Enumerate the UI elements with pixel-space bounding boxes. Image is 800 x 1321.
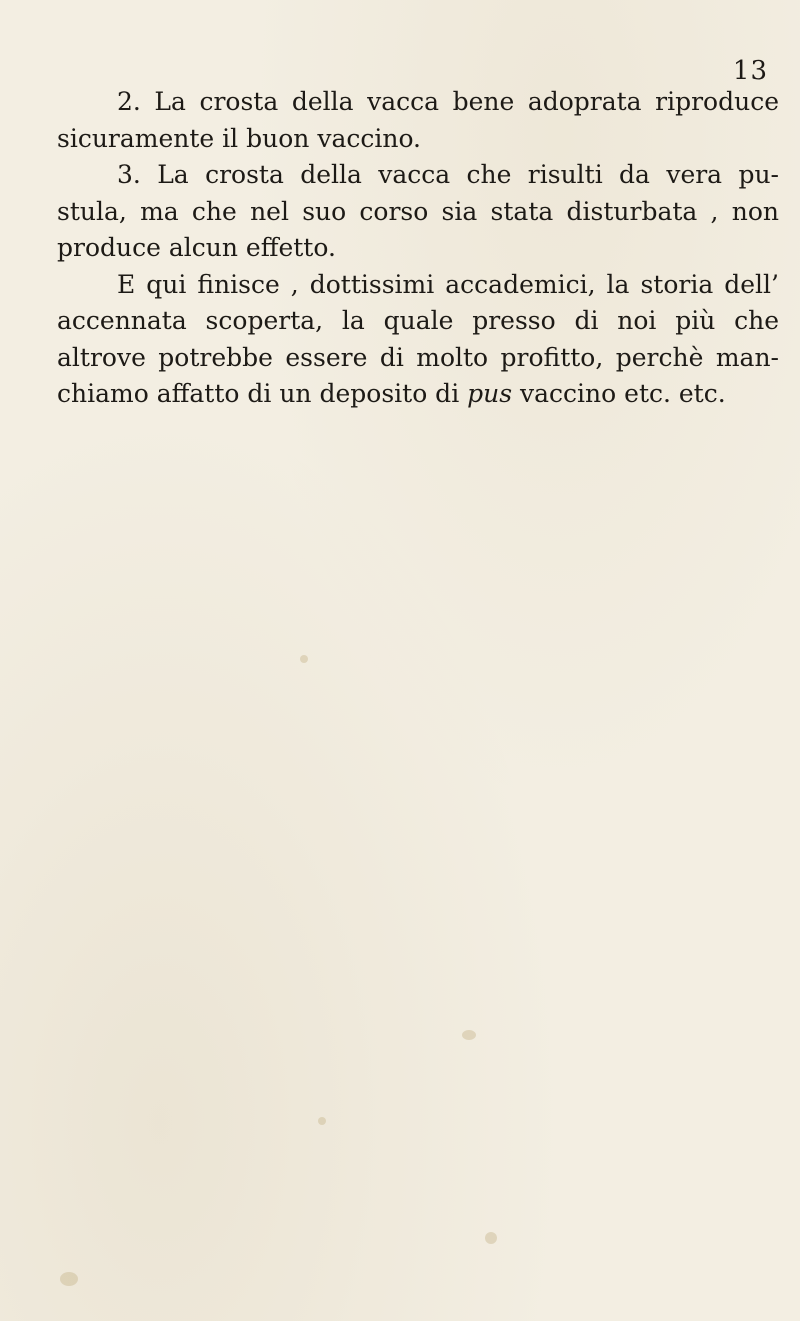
text-line: accennata scoperta, la quale presso di noi più che [57,306,779,335]
text-segment: vaccino etc. etc. [512,379,726,408]
text-line: 3. La crosta della vacca che risulti da vera pu- [117,160,779,189]
paper-speck [318,1117,326,1125]
paper-speck [485,1232,497,1244]
text-line [57,376,779,413]
text-line: sicuramente il buon vaccino. [57,123,422,153]
text-line: 2. La crosta della vacca bene adoprata riproduce [117,87,779,116]
italic-term: pus [467,379,513,408]
text-segment: chiamo affatto di un deposito di [57,379,468,408]
text-line: produce alcun effetto. [57,233,336,262]
paragraph-3 [57,157,779,267]
paper-speck [462,1030,476,1040]
paragraph-conclusion [57,267,779,413]
paper-speck [300,655,308,663]
paragraph-2 [57,84,779,157]
text-line: altrove potrebbe essere di molto profitto, perchè man- [57,342,779,372]
page-number: 13 [732,56,768,86]
body-text [57,84,779,413]
text-line: E qui finisce , dottissimi accademici, la storia dell’ [117,269,779,299]
text-line: stula, ma che nel suo corso sia stata disturbata , non [57,196,779,226]
paper-speck [60,1272,78,1286]
